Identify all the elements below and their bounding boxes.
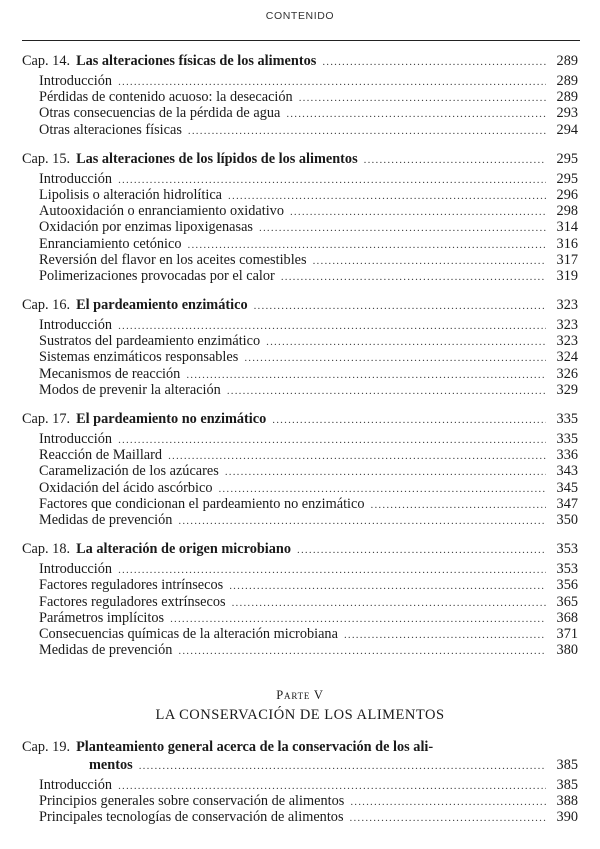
- page-number: 347: [556, 495, 578, 512]
- entry-label: Introducción: [39, 777, 113, 793]
- chapter-title-line2: mentos: [89, 757, 133, 773]
- dot-leader: [168, 448, 546, 464]
- entry-label: Mecanismos de reacción: [39, 365, 181, 382]
- dot-leader: [344, 627, 546, 643]
- toc-entry[interactable]: [22, 333, 578, 349]
- page-number: 336: [556, 447, 578, 464]
- toc-entry[interactable]: [22, 203, 578, 219]
- entry-label: Factores reguladores intrínsecos: [39, 577, 224, 594]
- toc-entry[interactable]: [22, 626, 578, 642]
- chapter-number: Cap. 19.: [22, 739, 71, 755]
- page-number: 324: [556, 349, 578, 366]
- entry-label: Factores que condicionan el pardeamiento no enzimático: [39, 495, 365, 512]
- toc-entry[interactable]: [22, 317, 578, 333]
- entry-label: Enranciamiento cetónico: [39, 235, 182, 252]
- chapter-block: [22, 52, 578, 138]
- chapter-block: [22, 410, 578, 528]
- dot-leader: [364, 151, 546, 170]
- entry-label: Pérdidas de contenido acuoso: la desecación: [39, 89, 293, 106]
- toc-entry[interactable]: [22, 431, 578, 447]
- page-number: 353: [556, 541, 578, 558]
- toc-entry[interactable]: [22, 480, 578, 496]
- toc-entry[interactable]: [22, 512, 578, 528]
- toc-entry[interactable]: [22, 89, 578, 105]
- entry-label: Lipolisis o alteración hidrolítica: [39, 186, 223, 203]
- dot-leader: [118, 172, 546, 188]
- dot-leader: [188, 123, 546, 139]
- chapter-number: Cap. 16.: [22, 297, 71, 314]
- entry-label: Principios generales sobre conservación de alimentos: [39, 793, 345, 810]
- part-heading: [0, 688, 600, 724]
- page-number: 343: [556, 463, 578, 480]
- dot-leader: [297, 541, 546, 560]
- dot-leader: [139, 757, 546, 776]
- page-number: 335: [556, 431, 578, 447]
- page-number: 289: [556, 53, 578, 69]
- entry-label: Introducción: [39, 73, 113, 89]
- toc-entry[interactable]: [22, 447, 578, 463]
- dot-leader: [178, 643, 546, 659]
- page-number: 368: [556, 609, 578, 626]
- page-number: 316: [556, 235, 578, 252]
- entry-label: Consecuencias químicas de la alteración microbiana: [39, 625, 338, 642]
- toc-entry[interactable]: [22, 349, 578, 365]
- toc-entry[interactable]: [22, 642, 578, 658]
- dot-leader: [188, 237, 546, 253]
- chapter-heading[interactable]: [22, 150, 578, 169]
- entry-label: Introducción: [39, 431, 113, 447]
- chapter-heading: [22, 739, 578, 756]
- page-number: 350: [556, 511, 578, 528]
- toc-entry[interactable]: [22, 610, 578, 626]
- chapter-title-line1: Planteamiento general acerca de la conservación de los ali-: [76, 739, 434, 755]
- dot-leader: [266, 334, 546, 350]
- dot-leader: [259, 220, 546, 236]
- toc-entry[interactable]: [22, 187, 578, 203]
- chapter-title: El pardeamiento no enzimático: [76, 411, 267, 427]
- part-label: Parte V: [276, 688, 324, 702]
- entry-label: Factores reguladores extrínsecos: [39, 593, 226, 610]
- entry-label: Reacción de Maillard: [39, 447, 163, 464]
- toc-entry[interactable]: [22, 236, 578, 252]
- chapter-title: El pardeamiento enzimático: [76, 297, 248, 314]
- dot-leader: [350, 810, 546, 826]
- toc-entry[interactable]: [22, 577, 578, 593]
- dot-leader: [232, 595, 546, 611]
- chapter-heading-continued: [22, 756, 578, 775]
- page-number: 356: [556, 577, 578, 594]
- dot-leader: [118, 778, 546, 794]
- page-number: 371: [556, 625, 578, 642]
- dot-leader: [218, 481, 546, 497]
- toc-entry[interactable]: [22, 463, 578, 479]
- page-number: 289: [556, 73, 578, 89]
- header-rule: [22, 40, 580, 41]
- page-number: 294: [556, 121, 578, 138]
- page-number: 365: [556, 593, 578, 610]
- chapter-title: La alteración de origen microbiano: [76, 541, 292, 558]
- entry-label: Principales tecnologías de conservación de alimentos: [39, 809, 344, 826]
- chapter-number: Cap. 17.: [22, 411, 71, 427]
- chapter-19-block: [22, 739, 578, 826]
- entry-label: Autooxidación o enranciamiento oxidativo: [39, 203, 284, 220]
- page-number: 335: [556, 411, 578, 427]
- page-number: 323: [556, 333, 578, 350]
- page-number: 353: [556, 561, 578, 578]
- chapter-heading[interactable]: [22, 296, 578, 315]
- dot-leader: [228, 188, 546, 204]
- dot-leader: [118, 318, 546, 334]
- dot-leader: [272, 411, 546, 430]
- toc-entry[interactable]: [22, 73, 578, 89]
- page-number: 293: [556, 105, 578, 122]
- chapter-number: Cap. 18.: [22, 541, 71, 558]
- entry-label: Oxidación del ácido ascórbico: [39, 479, 213, 496]
- dot-leader: [229, 578, 546, 594]
- toc-entry[interactable]: [22, 496, 578, 512]
- dot-leader: [244, 350, 546, 366]
- page-number: 345: [556, 479, 578, 496]
- entry-label: Sistemas enzimáticos responsables: [39, 349, 239, 366]
- page-number: 326: [556, 365, 578, 382]
- dot-leader: [281, 269, 546, 285]
- dot-leader: [299, 90, 546, 106]
- chapter-block: [22, 296, 578, 398]
- chapter-block: [22, 150, 578, 284]
- page-number: 390: [556, 809, 578, 826]
- page-number: 385: [556, 757, 578, 773]
- chapter-title: Las alteraciones físicas de los alimentos: [76, 53, 317, 69]
- page-number: 323: [556, 317, 578, 334]
- page-number: 319: [556, 267, 578, 284]
- entry-label: Introducción: [39, 561, 113, 578]
- entry-label: Introducción: [39, 317, 113, 334]
- page-number: 314: [556, 219, 578, 236]
- chapter-number: Cap. 14.: [22, 53, 71, 69]
- chapter-heading[interactable]: [22, 52, 578, 71]
- toc-entry[interactable]: [22, 793, 578, 809]
- entry-label: Medidas de prevención: [39, 511, 173, 528]
- entry-label: Otras alteraciones físicas: [39, 121, 182, 138]
- table-of-contents: [22, 52, 578, 670]
- chapter-heading[interactable]: [22, 410, 578, 429]
- page-number: 295: [556, 150, 578, 167]
- dot-leader: [350, 794, 546, 810]
- page-number: 388: [556, 793, 578, 810]
- part-title: LA CONSERVACIÓN DE LOS ALIMENTOS: [155, 707, 445, 723]
- entry-label: Modos de prevenir la alteración: [39, 381, 221, 398]
- toc-entry[interactable]: [22, 219, 578, 235]
- page-number: 317: [556, 251, 578, 268]
- dot-leader: [254, 297, 546, 316]
- entry-label: Introducción: [39, 170, 113, 187]
- page-number: 385: [556, 777, 578, 793]
- toc-entry[interactable]: [22, 777, 578, 793]
- page-number: 295: [556, 170, 578, 187]
- toc-entry[interactable]: [22, 105, 578, 121]
- page-number: 298: [556, 203, 578, 220]
- page-number: 329: [556, 381, 578, 398]
- chapter-number: Cap. 15.: [22, 150, 71, 167]
- dot-leader: [286, 106, 546, 122]
- toc-entry[interactable]: [22, 252, 578, 268]
- chapter-block: [22, 540, 578, 658]
- entry-label: Reversión del flavor en los aceites comestibles: [39, 251, 307, 268]
- toc-entry[interactable]: [22, 171, 578, 187]
- dot-leader: [170, 611, 546, 627]
- toc-entry[interactable]: [22, 122, 578, 138]
- entry-label: Sustratos del pardeamiento enzimático: [39, 333, 261, 350]
- dot-leader: [178, 513, 546, 529]
- entry-label: Parámetros implícitos: [39, 609, 165, 626]
- dot-leader: [225, 464, 546, 480]
- dot-leader: [290, 204, 546, 220]
- page-number: 296: [556, 186, 578, 203]
- chapter-title: Las alteraciones de los lípidos de los alimentos: [76, 150, 358, 167]
- toc-entry[interactable]: [22, 268, 578, 284]
- entry-label: Oxidación por enzimas lipoxigenasas: [39, 219, 253, 236]
- dot-leader: [118, 432, 546, 448]
- dot-leader: [322, 53, 546, 72]
- toc-entry[interactable]: [22, 561, 578, 577]
- toc-entry[interactable]: [22, 366, 578, 382]
- dot-leader: [371, 497, 546, 513]
- dot-leader: [313, 253, 546, 269]
- page-number: 289: [556, 89, 578, 106]
- toc-entry[interactable]: [22, 809, 578, 825]
- entry-label: Caramelización de los azúcares: [39, 463, 219, 480]
- dot-leader: [118, 74, 546, 90]
- dot-leader: [227, 383, 546, 399]
- page-number: 380: [556, 642, 578, 659]
- toc-entry[interactable]: [22, 594, 578, 610]
- entry-label: Otras consecuencias de la pérdida de agua: [39, 105, 281, 122]
- dot-leader: [118, 562, 546, 578]
- entry-label: Polimerizaciones provocadas por el calor: [39, 267, 275, 284]
- entry-label: Medidas de prevención: [39, 642, 173, 659]
- page-number: 323: [556, 297, 578, 314]
- toc-entry[interactable]: [22, 382, 578, 398]
- running-head: CONTENIDO: [265, 10, 335, 22]
- dot-leader: [186, 367, 546, 383]
- chapter-heading[interactable]: [22, 540, 578, 559]
